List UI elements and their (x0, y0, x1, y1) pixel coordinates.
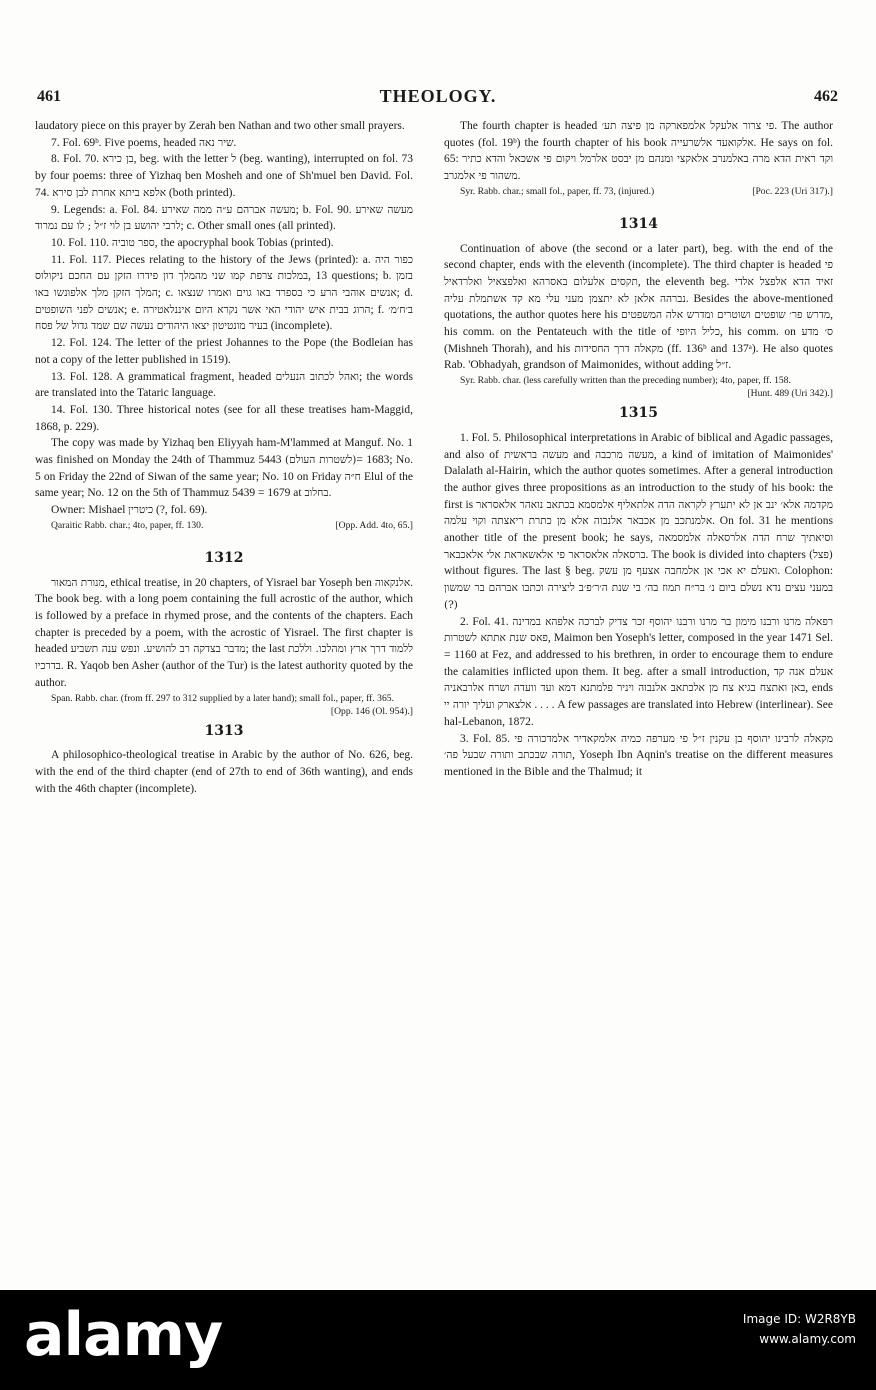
site-url: www.alamy.com (759, 1332, 856, 1346)
item-10: 10. Fol. 110. ספר טוביה, the apocryphal book Tobias (printed). (51, 236, 334, 249)
shelfmark: [Poc. 223 (Uri 317).] (752, 185, 833, 197)
item-7: 7. Fol. 69ᵇ. Five poems, headed שיר נאה. (51, 136, 237, 149)
paragraph: The fourth chapter is headed פי צרור אלעקל אלמפארקה מן פיצה תע׳. The author quotes (fol. 19ᵇ) the fourth chapter of his book אלקואעד אלשרעייה. He says on fol. 65: וקד ראית הדא מרה באלמנרב אלאקצי ומנהם מן יבסט אלרמל ויקום פי אשכאל והדא כתיר משהור פי אלמגרב. (444, 120, 834, 183)
description-note: Qaraitic Rabb. char.; 4to, paper, ff. 130. [Opp. Add. 4to, 65.] (51, 519, 413, 531)
item-11: 11. Fol. 117. Pieces relating to the history of the Jews (printed): a. כפור היה מהמלך דון פידרו הזקן עם החכם ניקולוס במלכות צרפת קמו שני, 13 questions; b. בזמן המלך הזקן מלך אלפונשו באו; c. אנשים אוהבי הרע כי בספרד באו גוים ואמרו שנצאו; d. אנשים לפני השופטים; e. הרוג בבית איש יהודי האי אשר נקרא היום איננלאטירה; f. ב׳ח׳מ׳ בעיר מונטיטון יצאו היהודים נעשה שם שמד גדול של פסח (incomplete). (35, 253, 414, 333)
description-note: Span. Rabb. char. (from ff. 297 to 312 supplied by a later hand); small fol., paper, ff. 365. [Opp. 146 (Ol. 954).] (51, 692, 413, 717)
item-8: 8. Fol. 70. בן כירא, beg. with the letter ל (beg. wanting), interrupted on fol. 73 by four poems: three of Yizhaq ben Mosheh and one of Sh'muel ben David. Fol. 74. אלפא ביתא אחרת לבן סירא (both printed). (35, 153, 414, 199)
shelfmark: [Hunt. 489 (Uri 342).] (747, 388, 833, 400)
page-number-right: 462 (814, 88, 838, 105)
right-column (444, 118, 833, 781)
description-note: Syr. Rabb. char.; small fol., paper, ff. 73, (injured.) [Poc. 223 (Uri 317).] (460, 185, 833, 197)
shelfmark: [Opp. 146 (Ol. 954).] (330, 705, 413, 717)
item-14: 14. Fol. 130. Three historical notes (see for all these treatises ham-Maggid, 1868, p. 229). (35, 403, 413, 433)
item-13: 13. Fol. 128. A grammatical fragment, headed ואהל לכתוב הנעלים; the words are translated into the Tataric language. (35, 370, 414, 400)
item-9: 9. Legends: a. Fol. 84. מעשה אברהם ע״ה ממה שאירע; b. Fol. 90. מעשה שאירע לרבי יהושע בן לוי ז״ל ; לו עם נמרוד; c. Other small ones (all printed). (35, 203, 414, 233)
image-id-block (743, 1312, 856, 1352)
page-number-left: 461 (37, 88, 61, 105)
entry-text: Continuation of above (the second or a later part), beg. with the end of the second chapter, ends with the eleventh (incomplete). The third chapter is headed פי תקסים אלעלום באסרהא ואלפצאיל ואלרדאיל, the eleventh beg. זאיד הדא אלפצל אלדי נברהה אלאן לא יתצמן מעני עלי מא קד אשתמלת עליה. Besides the above-mentioned quotations, the author quotes here his מדרש פר׳ שופטים ושוטרים ומדרש אלה המשפטים, his comm. on the Pentateuch with the title of כליל היופי, his comm. on ס׳ מדע (Mishneh Thorah), and his מקאלה דרך החסידות (ff. 136ᵇ and 137ᵃ). He also quotes Rab. 'Obhadyah, grandson of Maimonides, without adding ז״ל. (444, 242, 834, 372)
entry-number-1315: 1315 (619, 405, 658, 422)
entry-number-1312: 1312 (204, 549, 244, 566)
paragraph: laudatory piece on this prayer by Zerah ben Nathan and two other small prayers. (35, 120, 405, 132)
description-note: Syr. Rabb. char. (less carefully written than the preceding number); 4to, paper, ff. 158. [Hunt. 489 (Uri 342).] (460, 375, 833, 400)
entry-number-1313: 1313 (204, 722, 244, 739)
item-12: 12. Fol. 124. The letter of the priest Johannes to the Pope (the Bodleian has not a copy of the letter published in 1519). (35, 337, 413, 366)
running-title: THEOLOGY. (379, 86, 497, 106)
entry-text: A philosophico-theological treatise in Arabic by the author of No. 626, beg. with the end of the third chapter (end of 27th to end of 36th wanting), and ends with the 46th chapter (incomplete). (35, 749, 413, 795)
image-id: Image ID: W2R8YB (742, 1312, 856, 1326)
entry-item-3: 3. Fol. 85. מקאלה לרבינו יהוסף בן עקנין ז״ל פי מערפה כמיה אלמקאדיר אלמדכורה פי תורה שבכתב ותורה שבעל פה׳, Yoseph Ibn Aqnin's treatise on the different measures mentioned in the Bible and the Thalmud; it (444, 732, 834, 778)
entry-text: מנורת המאור, ethical treatise, in 20 chapters, of Yisrael bar Yoseph ben אלנקאוה. The book beg. with a long poem containing the full acrostic of the author, which is followed by a preface in rhymed prose, and the contents of the chapters. Each chapter is preceded by a poem, with the acrostic of Yisrael. The first chapter is headed מדבר בצדקה רב להושיע. ונפש ענה תשביע; the last ללמוד דרך ארץ ומהלכו. וללכת בדרכיו. R. Yaqob ben Asher (author of the Tur) is the latest authority quoted by the author. (35, 576, 414, 689)
entry-item-2: 2. Fol. 41. רפאלה מרנו ורבנו מימון בר מרנו ורבנו יהוסף זכר צדיק לברכה אלפהא במדינה פאס שנת אתתא לשטרות, Maimon ben Yoseph's letter, composed in the year 1471 Sel. = 1160 at Fez, and addressed to his brethren, in order to encourage them to endure the calamities inflicted upon them. It beg. after a small introduction, אעלם אנה קד באן ואתצח בגיא צח מן אלכתאב אלנבוה ויניר פלמתנא דמא ועד וועדה ושרח אלרבאניה, ends אלצארק ועליך יורה יי . . . . A few passages are translated into Hebrew (interlinear). See hal-Lebanon, 1872. (444, 615, 834, 728)
owner-line: Owner: Mishael כיטרין (?, fol. 69). (51, 504, 208, 517)
alamy-logo: alamy (24, 1300, 223, 1370)
paragraph: The copy was made by Yizhaq ben Eliyyah ham-M'lammed at Manguf. No. 1 was finished on Monday the 24th of Thammuz 5443 (לשטרות העולם)= 1683; No. 5 on Friday the 22nd of Siwan of the same year; No. 10 on Friday ח״ה Elul of the same year; No. 12 on the 5th of Thammuz 5439 = 1679 at בחלוב. (35, 437, 414, 500)
stock-watermark-bar (0, 1290, 876, 1390)
shelfmark: [Opp. Add. 4to, 65.] (335, 519, 413, 531)
entry-number-1314: 1314 (619, 215, 658, 232)
entry-item-1: 1. Fol. 5. Philosophical interpretations in Arabic of biblical and Agadic passages, and also of מעשה בראשית and מעשה מרכבה, a kind of imitation of Maimonides' Dalalath al-Hairin, which the author quotes sometimes. After a general introduction the author gives three propositions as an introduction to the study of his book: the first is מקדמה אלא׳ ינב אן לא יתערץ לקראה הדה אלתאליף אלמסמא בכתאב נואהר אלאסראר אלמנתכב מן אכבאר אלנבוה אלא מן כתרת ריאצתה וקוי עלמה. On fol. 31 he mentions another title of the present book; he says, וסיאתיך שרח הדה אלרסאלה אלמסמאה ברסאלה אלאסראר פי אלאשאראת אלי אלאכבאר. The book is divided into chapters (פצל) without figures. The last § beg. ואעלם יא אכי אן אלמחבה אצעף מן עשק. Colophon: במעני עצים נדא נשלם ביום נ׳ בר״ח תמוז בה׳ בי שנת ה׳ר׳פ׳ב ליצירה וכתבו אברהם בר שמשון (?) (444, 431, 834, 611)
left-column (35, 118, 413, 797)
